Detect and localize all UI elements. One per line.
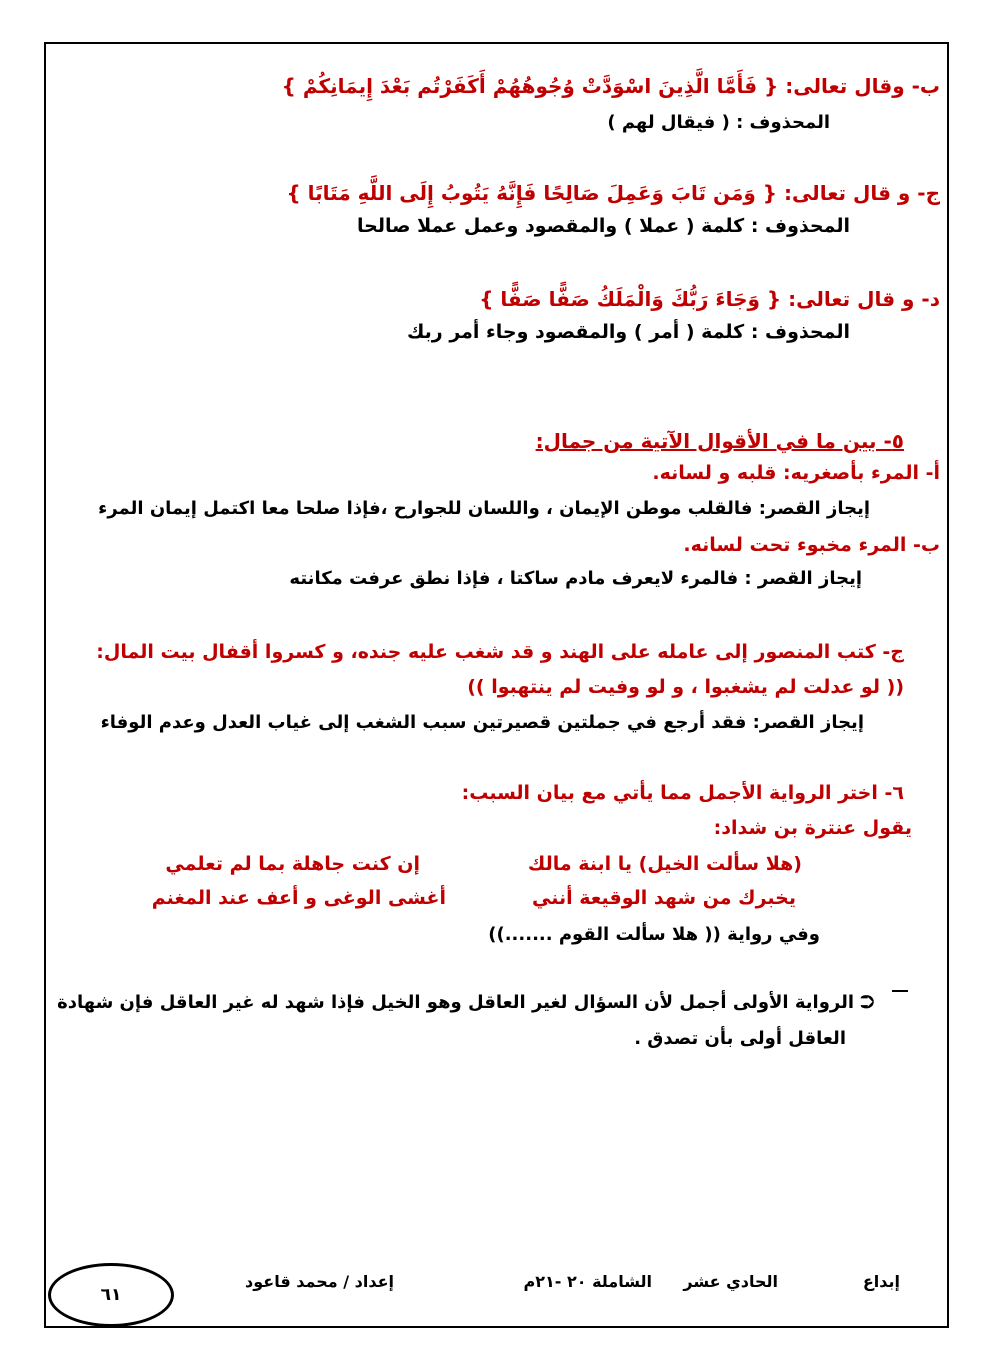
item-d-verse-line bbox=[479, 289, 940, 309]
item-j-intro: ج- و قال تعالى: bbox=[783, 181, 940, 205]
q5-a-answer: إيجاز القصر: فالقلب موطن الإيمان ، واللسان للجوارح ،فإذا صلحا معا اكتمل إيمان المرء bbox=[98, 498, 870, 519]
item-d-intro: د- و قال تعالى: bbox=[788, 287, 940, 311]
q6-variant: وفي رواية (( هلا سألت القوم .......)) bbox=[488, 924, 820, 945]
item-b-verse-line bbox=[282, 76, 940, 96]
item-b-verse: { فَأَمَّا الَّذِينَ اسْوَدَّتْ وُجُوهُهُمْ أَكَفَرْتُم بَعْدَ إِيمَانِكُمْ } bbox=[281, 74, 779, 98]
q6-answer-line1 bbox=[57, 994, 874, 1012]
q5-b-answer: إيجاز القصر : فالمرء لايعرف مادم ساكتا ، فإذا نطق عرفت مكانته bbox=[289, 568, 862, 589]
q6-verse2-right: يخبرك من شهد الوقيعة أنني bbox=[532, 887, 796, 909]
item-d-answer: المحذوف : كلمة ( أمر ) والمقصود وجاء أمر ربك bbox=[406, 321, 850, 343]
q5-c-quote: (( لو عدلت لم يشغبوا ، و لو وفيت لم ينتهبوا )) bbox=[467, 676, 904, 698]
q5-c-answer: إيجاز القصر: فقد أرجع في جملتين قصيرتين سبب الشغب إلى غياب العدل وعدم الوفاء bbox=[100, 712, 864, 733]
footer-comprehensive: الشاملة ٢٠ -٢١م bbox=[523, 1272, 652, 1291]
q6-poet: يقول عنترة بن شداد: bbox=[713, 817, 912, 839]
page-number-oval bbox=[48, 1263, 174, 1327]
q6-heading: ٦- اختر الرواية الأجمل مما يأتي مع بيان السبب: bbox=[461, 782, 904, 804]
separator-dash bbox=[892, 990, 908, 992]
q6-verse2-left: أغشى الوغى و أعف عند المغنم bbox=[151, 887, 446, 909]
item-b-answer: المحذوف : ( فيقال لهم ) bbox=[607, 112, 830, 133]
item-j-answer: المحذوف : كلمة ( عملا ) والمقصود وعمل عملا صالحا bbox=[357, 215, 850, 237]
q6-answer-line2: العاقل أولى بأن تصدق . bbox=[634, 1028, 846, 1049]
q5-c-title: ج- كتب المنصور إلى عامله على الهند و قد شغب عليه جنده، و كسروا أقفال بيت المال: bbox=[96, 641, 904, 663]
q6-answer-text: الرواية الأولى أجمل لأن السؤال لغير العاقل وهو الخيل فإذا شهد له غير العاقل فإن شهادة bbox=[57, 992, 855, 1013]
item-j-verse-line bbox=[286, 183, 940, 203]
q6-verse1-right: (هلا سألت الخيل) يا ابنة مالك bbox=[527, 853, 802, 875]
q6-verse1-left: إن كنت جاهلة بما لم تعلمي bbox=[165, 853, 420, 875]
item-j-verse: { وَمَن تَابَ وَعَمِلَ صَالِحًا فَإِنَّهُ يَتُوبُ إِلَى اللَّهِ مَتَابًا } bbox=[286, 181, 777, 205]
bullet-arrow-icon: ⮊ bbox=[860, 992, 874, 1013]
page-number: ٦١ bbox=[100, 1285, 122, 1305]
q5-a-title: أ- المرء بأصغريه: قلبه و لسانه. bbox=[652, 462, 940, 484]
footer-grade: الحادي عشر bbox=[683, 1272, 778, 1291]
q5-b-title: ب- المرء مخبوء تحت لسانه. bbox=[683, 534, 940, 556]
item-b-intro: ب- وقال تعالى: bbox=[785, 74, 940, 98]
q5-heading: ٥- بين ما في الأقوال الآتية من جمال: bbox=[535, 429, 904, 453]
footer-author: إعداد / محمد قاعود bbox=[245, 1272, 394, 1291]
footer-ibdaa: إبداع bbox=[862, 1272, 900, 1291]
item-d-verse: { وَجَاءَ رَبُّكَ وَالْمَلَكُ صَفًّا صَفًّا } bbox=[479, 287, 782, 311]
